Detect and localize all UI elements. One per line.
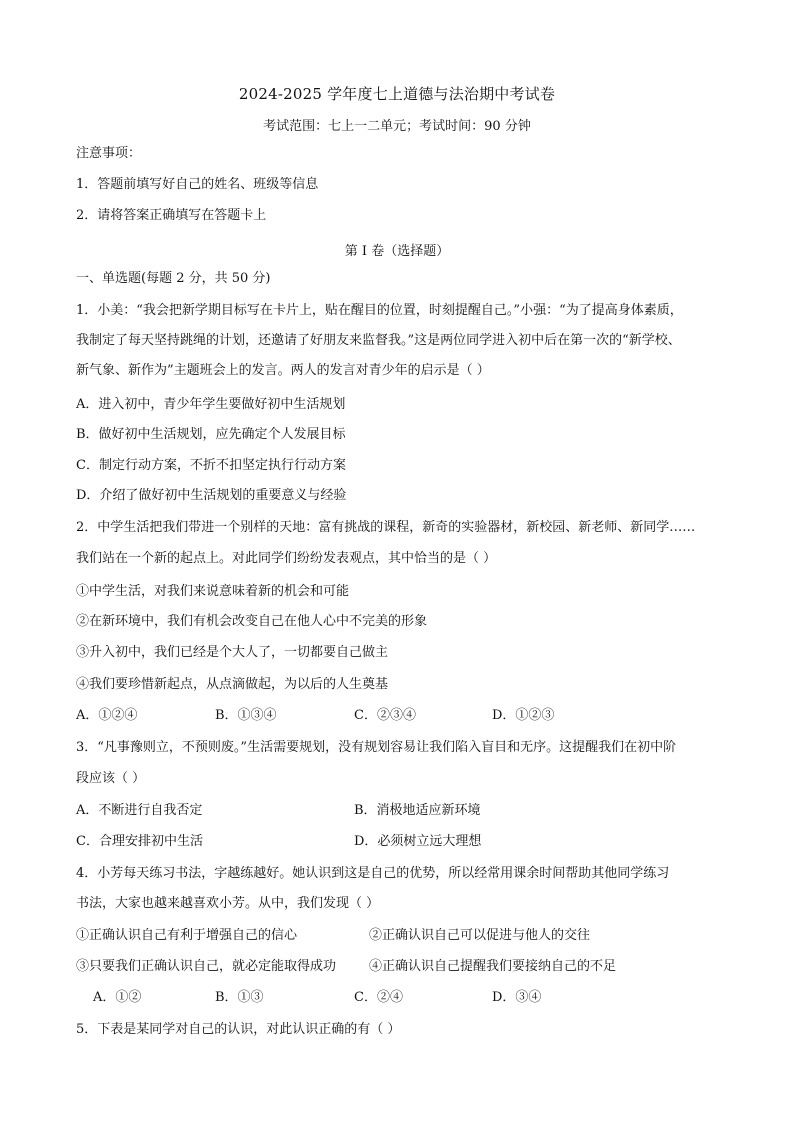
- question-2-statement: ④我们要珍惜新起点，从点滴做起，为以后的人生奠基: [76, 677, 389, 692]
- question-4-line: 书法，大家也越来越喜欢小芳。从中，我们发现（ ）: [76, 896, 380, 911]
- question-1-option-b: B．做好初中生活规划，应先确定个人发展目标: [76, 427, 346, 442]
- question-3-line: 3．“凡事豫则立，不预则废。”生活需要规划，没有规划容易让我们陷入盲目和无序。这提醒我们在初中阶: [76, 740, 677, 755]
- notice-item: 1．答题前填写好自己的姓名、班级等信息: [76, 177, 319, 192]
- notice-item: 2．请将答案正确填写在答题卡上: [76, 208, 267, 223]
- question-2-option-d: D．①②③: [492, 708, 555, 723]
- question-2-statement: ③升入初中，我们已经是个大人了，一切都要自己做主: [76, 645, 389, 660]
- question-4-statement: ②正确认识自己可以促进与他人的交往: [369, 928, 591, 943]
- question-1-option-c: C．制定行动方案，不折不扣坚定执行行动方案: [76, 458, 346, 473]
- question-4-option-b: B．①③: [215, 990, 264, 1005]
- exam-subtitle: 考试范围：七上一二单元；考试时间：90 分钟: [263, 119, 531, 134]
- question-5-line: 5．下表是某同学对自己的认识，对此认识正确的有（ ）: [76, 1022, 401, 1037]
- question-1-line: 新气象、新作为”主题班会上的发言。两人的发言对青少年的启示是（ ）: [76, 363, 490, 378]
- question-2-option-a: A．①②④: [76, 708, 138, 723]
- question-3-option-b: B．消极地适应新环境: [354, 803, 481, 818]
- question-3-option-a: A．不断进行自我否定: [76, 803, 203, 818]
- question-3-option-d: D．必须树立远大理想: [354, 834, 482, 849]
- question-2-line: 2．中学生活把我们带进一个别样的天地：富有挑战的课程，新奇的实验器材，新校园、新老师、新同学……: [76, 520, 696, 535]
- question-4-statement: ③只要我们正确认识自己，就必定能取得成功: [76, 959, 337, 974]
- question-4-line: 4．小芳每天练习书法，字越练越好。她认识到这是自己的优势，所以经常用课余时间帮助其他同学练习: [76, 866, 670, 881]
- question-2-statement: ②在新环境中，我们有机会改变自己在他人心中不完美的形象: [76, 614, 428, 629]
- notice-heading: 注意事项：: [76, 146, 142, 161]
- question-4-option-d: D．③④: [492, 990, 542, 1005]
- question-2-option-c: C．②③④: [354, 708, 416, 723]
- question-1-line: 我制定了每天坚持跳绳的计划，还邀请了好朋友来监督我。”这是两位同学进入初中后在第一次的“新学校、: [76, 333, 681, 348]
- question-3-option-c: C．合理安排初中生活: [76, 834, 203, 849]
- section-title: 第 I 卷（选择题）: [344, 244, 450, 259]
- exam-title: 2024-2025 学年度七上道德与法治期中考试卷: [238, 85, 556, 103]
- question-4-option-c: C．②④: [354, 990, 403, 1005]
- question-4-statement: ①正确认识自己有利于增强自己的信心: [76, 928, 298, 943]
- question-4-statement: ④正确认识自己提醒我们要接纳自己的不足: [369, 959, 617, 974]
- question-3-line: 段应该（ ）: [76, 771, 146, 786]
- question-1-option-a: A．进入初中，青少年学生要做好初中生活规划: [76, 397, 346, 412]
- question-2-option-b: B．①③④: [215, 708, 277, 723]
- question-1-option-d: D．介绍了做好初中生活规划的重要意义与经验: [76, 488, 347, 503]
- part-heading: 一、单选题(每题 2 分，共 50 分): [76, 271, 271, 286]
- question-2-statement: ①中学生活，对我们来说意味着新的机会和可能: [76, 584, 350, 599]
- question-1-line: 1．小美：“我会把新学期目标写在卡片上，贴在醒目的位置，时刻提醒自己。”小强：“为了提高身体素质，: [76, 303, 683, 318]
- question-2-line: 我们站在一个新的起点上。对此同学们纷纷发表观点，其中恰当的是（ ）: [76, 551, 497, 566]
- question-4-option-a: A．①②: [93, 990, 142, 1005]
